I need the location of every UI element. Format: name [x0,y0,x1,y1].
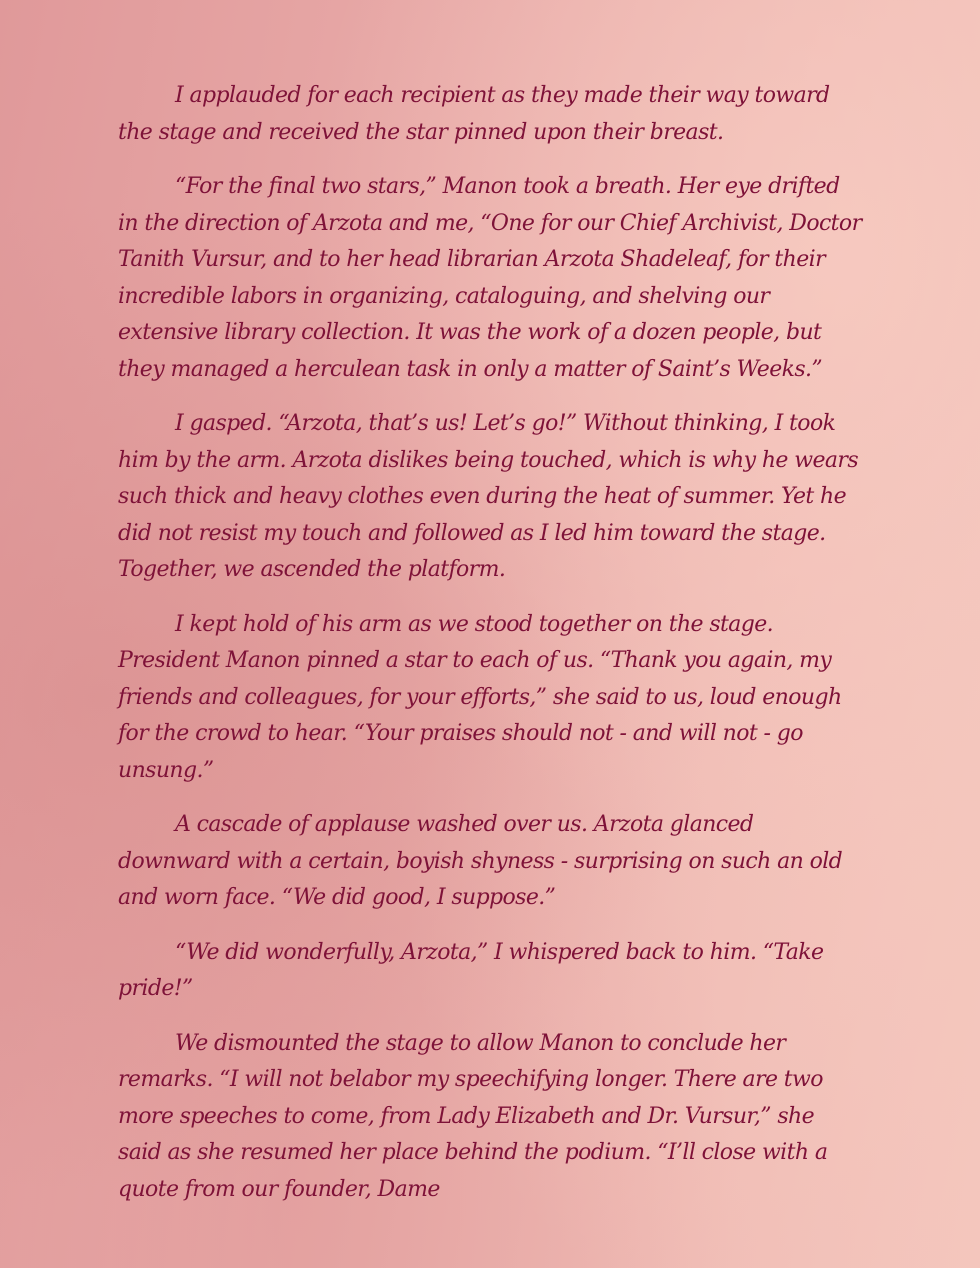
paragraph: I gasped. “Arzota, that’s us! Let’s go!” Without thinking, I took him by the arm. Arzota dislikes being touched, which is why he wears such thick and heavy clothes even during the heat of summer. Yet he did not resist my touch and followed as I led him toward the stage. Together, we ascended the platform. [118,411,859,582]
paragraph: A cascade of applause washed over us. Arzota glanced downward with a certain, boyish shyness - surprising on such an old and worn face. “We did good, I suppose.” [118,812,843,910]
paragraph: I applauded for each recipient as they made their way toward the stage and received the star pinned upon their breast. [118,83,830,145]
document-body [118,78,863,1226]
paragraph: “We did wonderfully, Arzota,” I whispered back to him. “Take pride!” [118,939,824,1001]
paragraph: We dismounted the stage to allow Manon to conclude her remarks. “I will not belabor my speechifying longer. There are two more speeches to come, from Lady Elizabeth and Dr. Vursur,” she said as she resumed her place behind the podium. “I’ll close with a quote from our founder, Dame [118,1030,828,1202]
paragraph: I kept hold of his arm as we stood together on the stage. President Manon pinned a star to each of us. “Thank you again, my friends and colleagues, for your efforts,” she said to us, loud enough for the crowd to hear. “Your praises should not - and will not - go unsung.” [118,611,842,783]
paragraph: “For the final two stars,” Manon took a breath. Her eye drifted in the direction of Arzota and me, “One for our Chief Archivist, Doctor Tanith Vursur, and to her head librarian Arzota Shadeleaf, for their incredible labors in organizing, cataloguing, and shelving our extensive library collection. It was the work of a dozen people, but they managed a herculean task in only a matter of Saint’s Weeks.” [118,174,862,382]
